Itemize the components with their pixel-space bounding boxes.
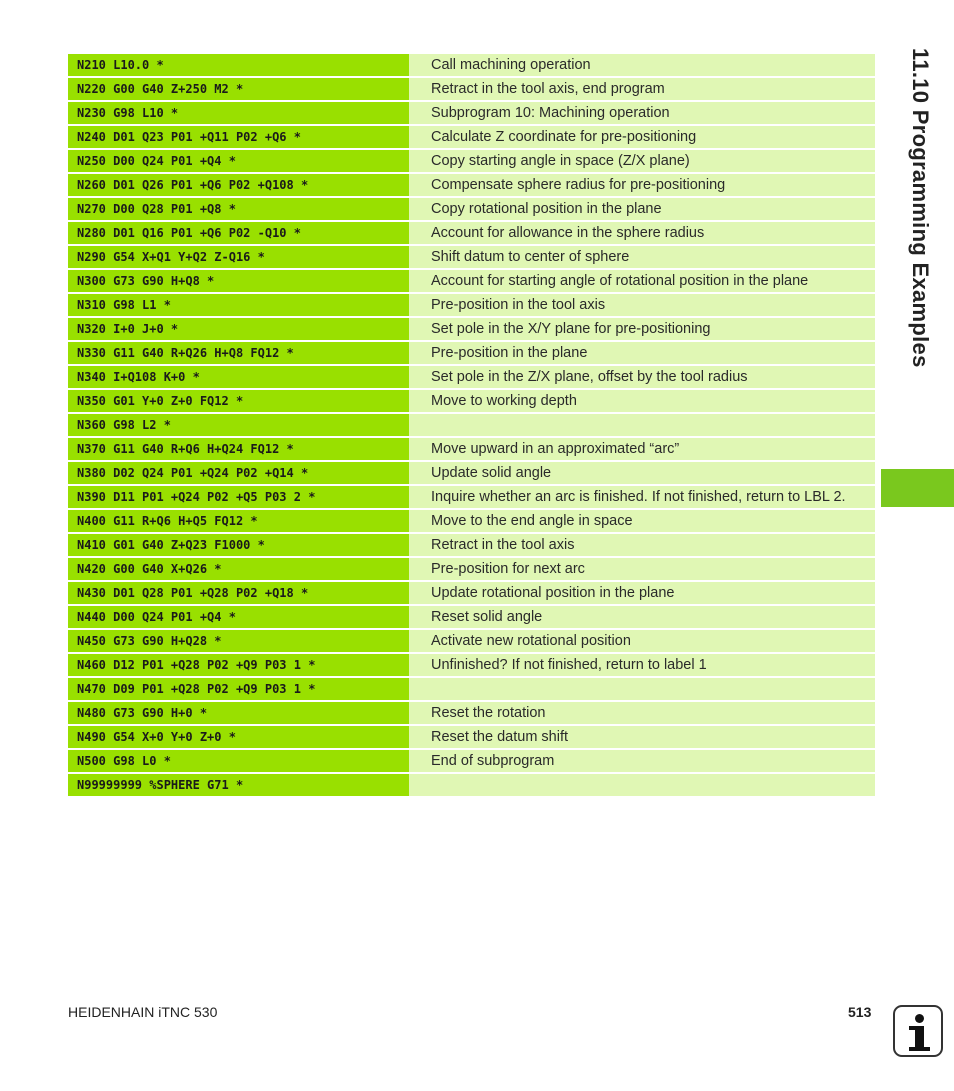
description-cell: Copy rotational position in the plane xyxy=(409,198,875,220)
table-row xyxy=(68,342,875,364)
description-cell: Reset the datum shift xyxy=(409,726,875,748)
table-row xyxy=(68,486,875,508)
nc-code-cell: N440 D00 Q24 P01 +Q4 * xyxy=(68,606,409,628)
description-cell: Account for starting angle of rotational position in the plane xyxy=(409,270,875,292)
table-row xyxy=(68,678,875,700)
description-cell: Calculate Z coordinate for pre-positioning xyxy=(409,126,875,148)
nc-code-cell: N350 G01 Y+0 Z+0 FQ12 * xyxy=(68,390,409,412)
table-row xyxy=(68,630,875,652)
description-cell: Shift datum to center of sphere xyxy=(409,246,875,268)
table-row xyxy=(68,174,875,196)
table-row xyxy=(68,198,875,220)
table-row xyxy=(68,294,875,316)
nc-code-cell: N230 G98 L10 * xyxy=(68,102,409,124)
nc-code-cell: N450 G73 G90 H+Q28 * xyxy=(68,630,409,652)
description-cell: Pre-position in the plane xyxy=(409,342,875,364)
description-cell xyxy=(409,678,875,700)
description-cell: Activate new rotational position xyxy=(409,630,875,652)
description-cell: Reset the rotation xyxy=(409,702,875,724)
nc-code-cell: N340 I+Q108 K+0 * xyxy=(68,366,409,388)
nc-code-cell: N250 D00 Q24 P01 +Q4 * xyxy=(68,150,409,172)
nc-code-cell: N430 D01 Q28 P01 +Q28 P02 +Q18 * xyxy=(68,582,409,604)
table-row xyxy=(68,582,875,604)
description-cell: Set pole in the Z/X plane, offset by the tool radius xyxy=(409,366,875,388)
footer-product: HEIDENHAIN iTNC 530 xyxy=(68,1004,218,1020)
table-row xyxy=(68,366,875,388)
description-cell: End of subprogram xyxy=(409,750,875,772)
description-cell xyxy=(409,414,875,436)
nc-code-cell: N400 G11 R+Q6 H+Q5 FQ12 * xyxy=(68,510,409,532)
nc-code-cell: N99999999 %SPHERE G71 * xyxy=(68,774,409,796)
nc-code-cell: N330 G11 G40 R+Q26 H+Q8 FQ12 * xyxy=(68,342,409,364)
table-row xyxy=(68,726,875,748)
description-cell: Set pole in the X/Y plane for pre-positioning xyxy=(409,318,875,340)
description-cell xyxy=(409,774,875,796)
nc-code-cell: N290 G54 X+Q1 Y+Q2 Z-Q16 * xyxy=(68,246,409,268)
section-title-vertical xyxy=(893,46,948,416)
table-row xyxy=(68,558,875,580)
description-cell: Call machining operation xyxy=(409,54,875,76)
description-cell: Move upward in an approximated “arc” xyxy=(409,438,875,460)
table-row xyxy=(68,270,875,292)
nc-code-cell: N360 G98 L2 * xyxy=(68,414,409,436)
table-row xyxy=(68,318,875,340)
table-row xyxy=(68,510,875,532)
table-row xyxy=(68,54,875,76)
table-row xyxy=(68,390,875,412)
nc-code-cell: N490 G54 X+0 Y+0 Z+0 * xyxy=(68,726,409,748)
nc-code-cell: N480 G73 G90 H+0 * xyxy=(68,702,409,724)
description-cell: Update rotational position in the plane xyxy=(409,582,875,604)
table-row xyxy=(68,774,875,796)
table-row xyxy=(68,126,875,148)
description-cell: Reset solid angle xyxy=(409,606,875,628)
info-icon-dot xyxy=(915,1014,924,1023)
table-row xyxy=(68,606,875,628)
description-cell: Move to the end angle in space xyxy=(409,510,875,532)
table-row xyxy=(68,102,875,124)
nc-code-cell: N280 D01 Q16 P01 +Q6 P02 -Q10 * xyxy=(68,222,409,244)
table-row xyxy=(68,78,875,100)
table-row xyxy=(68,654,875,676)
description-cell: Subprogram 10: Machining operation xyxy=(409,102,875,124)
table-row xyxy=(68,462,875,484)
table-row xyxy=(68,222,875,244)
description-cell: Update solid angle xyxy=(409,462,875,484)
page-number: 513 xyxy=(848,1004,872,1020)
nc-code-cell: N210 L10.0 * xyxy=(68,54,409,76)
description-cell: Unfinished? If not finished, return to label 1 xyxy=(409,654,875,676)
nc-code-cell: N390 D11 P01 +Q24 P02 +Q5 P03 2 * xyxy=(68,486,409,508)
info-icon-stem xyxy=(915,1026,924,1049)
table-row xyxy=(68,534,875,556)
description-cell: Retract in the tool axis xyxy=(409,534,875,556)
nc-code-cell: N320 I+0 J+0 * xyxy=(68,318,409,340)
description-cell: Compensate sphere radius for pre-positioning xyxy=(409,174,875,196)
nc-code-cell: N420 G00 G40 X+Q26 * xyxy=(68,558,409,580)
nc-code-cell: N300 G73 G90 H+Q8 * xyxy=(68,270,409,292)
nc-code-cell: N270 D00 Q28 P01 +Q8 * xyxy=(68,198,409,220)
nc-code-cell: N310 G98 L1 * xyxy=(68,294,409,316)
table-row xyxy=(68,438,875,460)
nc-code-cell: N240 D01 Q23 P01 +Q11 P02 +Q6 * xyxy=(68,126,409,148)
description-cell: Retract in the tool axis, end program xyxy=(409,78,875,100)
nc-code-cell: N380 D02 Q24 P01 +Q24 P02 +Q14 * xyxy=(68,462,409,484)
section-title: 11.10 Programming Examples xyxy=(908,48,933,368)
nc-code-cell: N260 D01 Q26 P01 +Q6 P02 +Q108 * xyxy=(68,174,409,196)
description-cell: Pre-position for next arc xyxy=(409,558,875,580)
nc-code-cell: N470 D09 P01 +Q28 P02 +Q9 P03 1 * xyxy=(68,678,409,700)
nc-code-cell: N220 G00 G40 Z+250 M2 * xyxy=(68,78,409,100)
description-cell: Pre-position in the tool axis xyxy=(409,294,875,316)
description-cell: Inquire whether an arc is finished. If not finished, return to LBL 2. xyxy=(409,486,875,508)
table-row xyxy=(68,414,875,436)
program-listing-table xyxy=(68,54,875,798)
info-icon-base xyxy=(909,1047,930,1051)
nc-code-cell: N460 D12 P01 +Q28 P02 +Q9 P03 1 * xyxy=(68,654,409,676)
table-row xyxy=(68,246,875,268)
table-row xyxy=(68,702,875,724)
description-cell: Copy starting angle in space (Z/X plane) xyxy=(409,150,875,172)
description-cell: Move to working depth xyxy=(409,390,875,412)
description-cell: Account for allowance in the sphere radius xyxy=(409,222,875,244)
table-row xyxy=(68,750,875,772)
info-icon xyxy=(893,1005,943,1057)
table-row xyxy=(68,150,875,172)
nc-code-cell: N410 G01 G40 Z+Q23 F1000 * xyxy=(68,534,409,556)
nc-code-cell: N500 G98 L0 * xyxy=(68,750,409,772)
nc-code-cell: N370 G11 G40 R+Q6 H+Q24 FQ12 * xyxy=(68,438,409,460)
chapter-tab-marker xyxy=(881,469,954,507)
